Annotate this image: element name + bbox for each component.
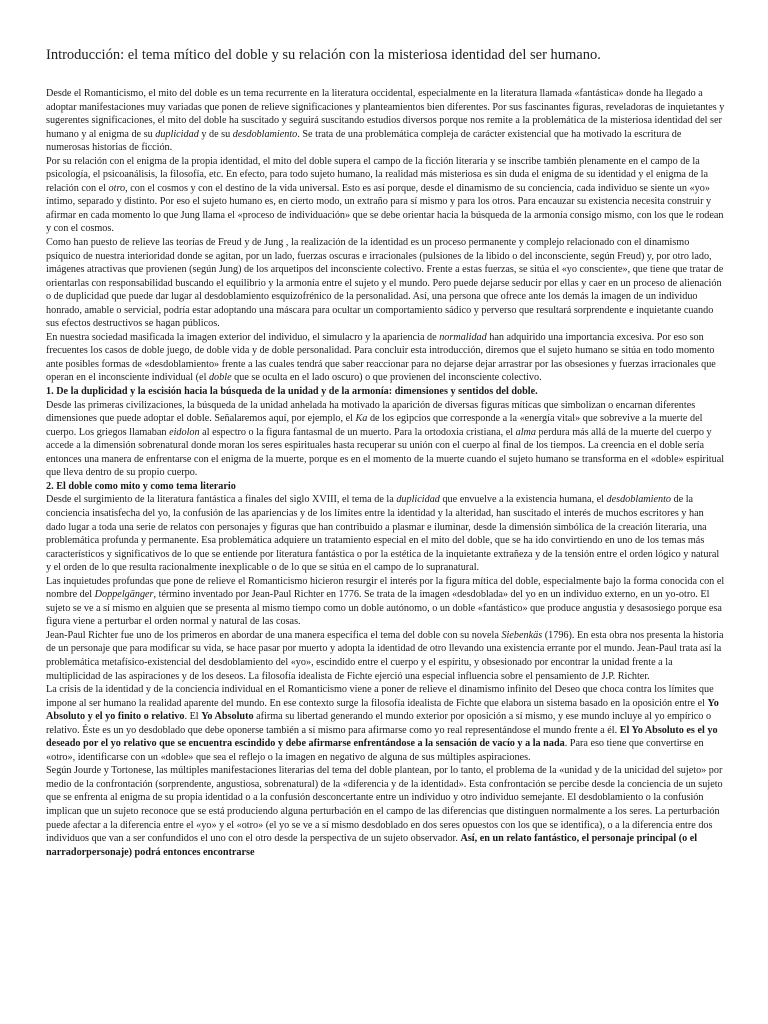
text-run: . Se trata de una problemática compleja de carácter existencial que ha motivado la escritura de numerosas historias de ficción. xyxy=(46,128,682,154)
text-run: Jean-Paul Richter fue uno de los primeros en abordar de una manera específica el tema del doble con su novela xyxy=(46,629,502,641)
italic-term: duplicidad xyxy=(396,494,440,506)
italic-term: doble xyxy=(208,372,232,384)
paragraph xyxy=(46,155,726,236)
paragraph xyxy=(46,87,726,155)
bold-text: Yo Absoluto xyxy=(201,711,254,723)
text-run: al espectro o la figura fantasmal de un muerto. Para la ortodoxia cristiana, el xyxy=(199,426,516,438)
paragraph xyxy=(46,629,726,683)
bold-text: Así, en un relato fantástico, el personaje principal (o el narradorpersonaje) podrá entonces encontrarse xyxy=(46,833,698,858)
text-run: Según Jourde y Tortonese, las múltiples manifestaciones literarias del tema del doble plantean, por lo tanto, el problema de la «unidad y de la unicidad del sujeto» por medio de la confrontación (sorprendente, angustiosa, sobrenatural) de la «diferencia y de la identidad». Esta confrontación se percibe desde la conciencia de un sujeto que se enfrenta al enigma de su propia identidad o a la confusión desconcertante entre un individuo y otro individuo semejante. El desdoblamiento o la confusión implican que un sujeto reconoce que se está produciendo alguna perturbación en el campo de las diferencias que distinguen normalmente a los seres. La perturbación puede afectar a la diferencia entre el «yo» y el «otro» (el yo se ve a sí mismo desdoblado en dos seres opuestos con los que se identifica), o a la diferencia entre dos individuos que van a ser confundidos el uno con el otro desde la perspectiva de un sujeto observador. xyxy=(46,765,723,845)
italic-term: Ka xyxy=(355,413,368,425)
section-heading xyxy=(46,385,726,399)
italic-term: desdoblamiento xyxy=(606,494,672,506)
italic-term: Siebenkäs xyxy=(501,629,543,641)
text-run: 2. El doble como mito y como tema literario xyxy=(46,480,236,492)
bold-text: Yo Absoluto y el yo finito o relativo xyxy=(46,697,719,723)
text-run: , con el cosmos y con el destino de la vida universal. Esto es así porque, desde el dinamismo de su conciencia, cada individuo se siente un «yo» íntimo, separado y distinto. Por eso el sujeto humano es, en cierto modo, un extraño para sí mismo y para los otros. Para encauzar su existencia necesita construir y afirmar en cada momento lo que Jung llama el «proceso de individuación» que se debe orientar hacia la búsqueda de la armonía consigo mismo, con los que le rodean y con el cosmos. xyxy=(46,182,724,235)
section-heading xyxy=(46,480,726,494)
text-run: La crisis de la identidad y de la conciencia individual en el Romanticismo viene a poner de relieve el dinamismo infinito del Deseo que choca contra los límites que impone al ser humano la realidad aparente del mundo. En ese contexto surge la filosofía idealista de Fichte que elabora un sistema basado en la oposición entre el xyxy=(46,684,714,709)
text-run: Las inquietudes profundas que pone de relieve el Romanticismo hicieron resurgir el interés por la figura mítica del doble, especialmente bajo la forma conocida con el nombre del xyxy=(46,575,725,601)
text-run: que envuelve a la existencia humana, el xyxy=(439,494,607,506)
text-run: En nuestra sociedad masificada la imagen exterior del individuo, el simulacro y la apariencia de xyxy=(46,331,440,343)
text-run: que se oculta en el lado oscuro) o que provienen del inconsciente colectivo. xyxy=(231,372,542,384)
italic-term: normalidad xyxy=(439,331,487,343)
paragraph xyxy=(46,764,726,859)
text-run: Por su relación con el enigma de la propia identidad, el mito del doble supera el campo de la ficción literaria y se inscribe también plenamente en el campo de la psicología, el psicoanálisis, la filosofía, etc. En efecto, para todo sujeto humano, la realidad más misteriosa es sin duda el enigma de su identidad y el enigma de la relación con el xyxy=(46,155,708,194)
text-run: afirma su libertad generando el mundo exterior por oposición a sí mismo, y ese mundo incluye al yo empírico o relativo. Éste es un yo desdoblado que debe oponerse también a sí mismo para afirmarse como yo real representándose el mundo frente a él. xyxy=(46,711,712,736)
text-run: (1796). En esta obra nos presenta la historia de un personaje que para modificar su vida, se hace pasar por muerto y adopta la identidad de otro llevando una existencia errante por el mundo. Jean-Paul trata así la problemática metafísico-existencial del desdoblamiento del «yo», escindido entre el cuerpo y el espíritu, y obsesionado por encontrar la unidad frente a la multiplicidad de las aspiraciones y de los deseos. La filosofía idealista de Fichte ejerció una especial influencia sobre el pensamiento de J.P. Richter. xyxy=(46,629,724,682)
text-run: Desde las primeras civilizaciones, la búsqueda de la unidad anhelada ha motivado la aparición de diversas figuras míticas que simbolizan o encarnan diferentes dimensiones que puede adoptar el doble. Señalaremos aquí, por ejemplo, el xyxy=(46,399,696,425)
document-title: Introducción: el tema mítico del doble y su relación con la misteriosa identidad del ser humano. xyxy=(46,47,601,63)
text-run: . El xyxy=(184,711,202,723)
document-page xyxy=(46,46,726,859)
text-run: de los egipcios que corresponde a la «energía vital» que sobrevive a la muerte del cuerpo. Los griegos llamaban xyxy=(46,413,703,438)
italic-term: eidolon xyxy=(169,426,200,438)
text-run: de la conciencia insatisfecha del yo, la confusión de las apariencias y de los límites entre la identidad y la alteridad, han suscitado el interés de muchos escritores y han dado lugar a toda una serie de relatos con personajes y figuras que han contribuido a plasmar e iluminar, desde la dimensión simbólica de la creación literaria, una problemática profunda y permanente. Esa problemática adquiere un tratamiento especial en el mito del doble, que se ha ido convirtiendo en uno de los temas más característicos y significativos de lo que se entiende por literatura fantástica o por la estética de la inquietante extrañeza y de la tensión entre el orden lógico y natural y el orden de lo que resulta racionalmente inexplicable o de lo que se sitúa en el campo de lo supranatural. xyxy=(46,494,720,574)
text-run: han adquirido una importancia excesiva. Por eso son frecuentes los casos de doble juego, de doble vida y de doble personalidad. Para concluir esta introducción, diremos que el sujeto humano se sitúa en todo momento ante posibles formas de «desdoblamiento» frente a las cuales tendrá que saber reaccionar para no dejarse dejar arrastrar por las obsesiones y fuerzas irracionales que operan en el inconsciente individual (el xyxy=(46,331,716,384)
paragraph xyxy=(46,493,726,574)
text-run: Desde el Romanticismo, el mito del doble es un tema recurrente en la literatura occidental, especialmente en la literatura llamada «fantástica» donde ha llegado a adoptar manifestaciones muy variadas que ponen de relieve significaciones y planteamientos bien diferentes. Por sus fascinantes figuras, reveladoras de inquietantes y sugerentes significaciones, el mito del doble ha suscitado y seguirá suscitando estudios diversos porque nos remite a la problemática de la misteriosa identidad del ser humano y al enigma de su xyxy=(46,88,725,140)
text-run: 1. De la duplicidad y la escisión hacia la búsqueda de la unidad y de la armonía: dimensiones y sentidos del doble. xyxy=(46,386,538,398)
italic-term: Doppelgänger xyxy=(94,589,154,601)
text-run: , término inventado por Jean-Paul Richter en 1776. Se trata de la imagen «desdoblada» del yo en un individuo externo, en un yo-otro. El sujeto se ve a sí mismo en alguien que se presenta al mismo tiempo como un doble autónomo, o un doble «fantástico» que produce angustia y desasosiego porque esa figura viene a perturbar el orden normal y natural de las cosas. xyxy=(46,589,722,628)
bold-text: El Yo Absoluto es el yo deseado por el yo relativo que se encuentra escindido y debe afirmarse enfrentándose a la sensación de vacío y a la nada xyxy=(46,724,718,750)
italic-term: duplicidad xyxy=(155,128,199,140)
italic-term: desdoblamiento xyxy=(232,128,298,140)
italic-term: otro xyxy=(108,182,126,194)
paragraph xyxy=(46,575,726,629)
text-run: perdura más allá de la muerte del cuerpo y accede a la dimensión sobrenatural donde moran los seres espirituales hasta recuperar su unión con el cuerpo al final de los tiempos. La creencia en el doble sería entonces una manera de enfrentarse con el enigma de la muerte, porque es en el momento de la muerte cuando el sujeto humano se transforma en el «doble» espiritual que lleva dentro de su propio cuerpo. xyxy=(46,426,725,479)
text-run: . Para eso tiene que convertirse en «otro», identificarse con un «doble» que sea el reflejo o la imagen en negativo de alguna de sus múltiples aspiraciones. xyxy=(46,738,704,763)
text-run: Como han puesto de relieve las teorías de Freud y de Jung , la realización de la identidad es un proceso permanente y complejo relacionado con el dinamismo psíquico de nuestra interioridad donde se agitan, por un lado, fuerzas oscuras e irracionales (pulsiones de la libido o del inconsciente, según Freud) y, por otro lado, imágenes atractivas que provienen (según Jung) de los arquetipos del inconsciente colectivo. Frente a estas fuerzas, se sitúa el «yo consciente», que tiene que tratar de orientarlas con responsabilidad buscando el equilibrio y la armonía entre el sujeto y el mundo. Pero puede dejarse seducir por ellas y caer en un proceso de alienación o de duplicidad que puede dar lugar al desdoblamiento esquizofrénico de la personalidad. Así, una persona que ofrece ante los demás la imagen de un individuo honrado, amable o servicial, podría estar adoptando una máscara para ocultar un comportamiento sádico y perverso que resultará sorprendente e inquietante cuando sus efectos destructivos se hagan públicos. xyxy=(46,237,724,330)
paragraph xyxy=(46,683,726,764)
paragraph xyxy=(46,331,726,385)
document-body xyxy=(46,87,726,859)
text-run: y de su xyxy=(198,128,233,140)
italic-term: alma xyxy=(515,426,536,438)
paragraph xyxy=(46,399,726,480)
text-run: Desde el surgimiento de la literatura fantástica a finales del siglo XVIII, el tema de la xyxy=(46,494,397,506)
paragraph xyxy=(46,236,726,331)
